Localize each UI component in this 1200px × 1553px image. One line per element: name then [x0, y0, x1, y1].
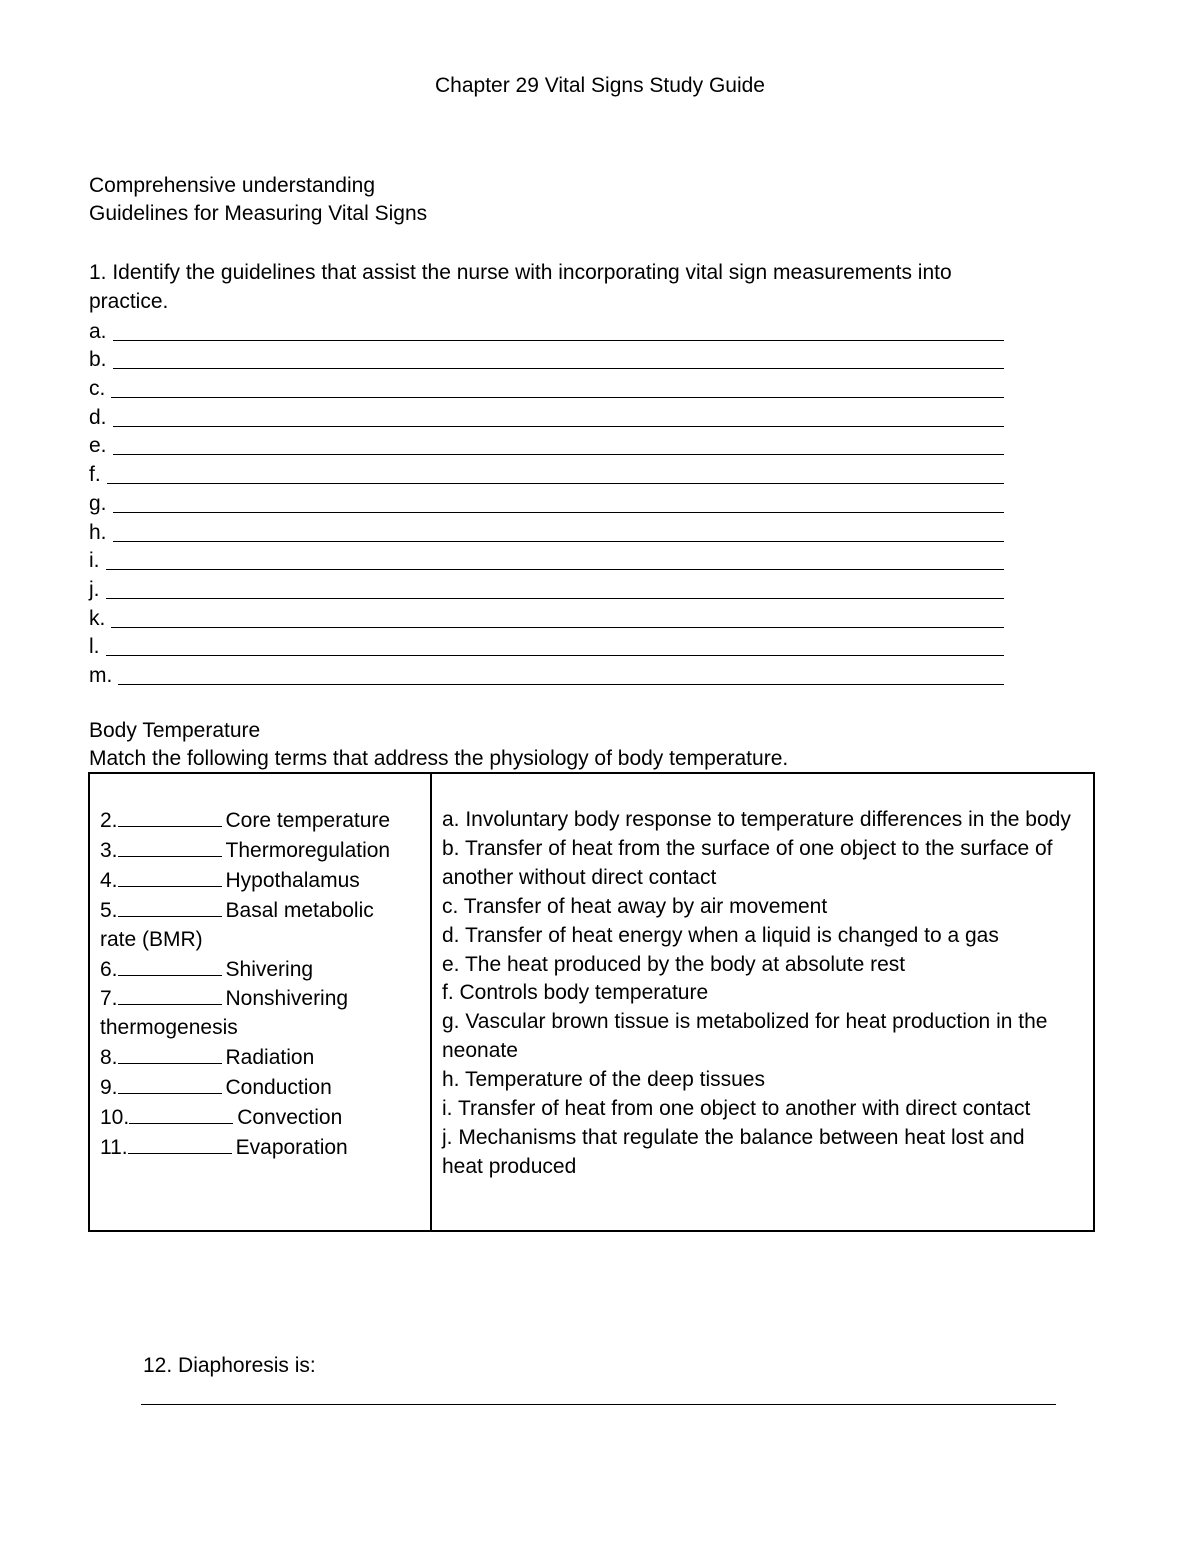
term-row — [100, 955, 430, 985]
term-row — [100, 1133, 430, 1163]
answer-line[interactable] — [89, 545, 1004, 574]
answer-line[interactable] — [89, 602, 1004, 631]
term-row-continued — [100, 926, 430, 955]
definition-line: g. Vascular brown tissue is metabolized for heat production in the — [442, 1010, 1048, 1034]
match-blank[interactable] — [118, 1073, 222, 1094]
answer-letter: c. — [89, 377, 106, 401]
terms-column — [90, 774, 432, 1230]
answer-line[interactable] — [89, 487, 1004, 516]
definition-line: d. Transfer of heat energy when a liquid is changed to a gas — [442, 923, 999, 947]
answer-letter: e. — [89, 434, 107, 458]
definitions-column — [432, 774, 1093, 1230]
term-label: thermogenesis — [100, 1016, 238, 1040]
definition-line: f. Controls body temperature — [442, 981, 709, 1005]
match-blank[interactable] — [118, 866, 222, 887]
answer-line[interactable] — [89, 573, 1004, 602]
question-12-answer-line[interactable] — [141, 1404, 1056, 1405]
matching-table — [88, 772, 1095, 1232]
term-label: Convection — [237, 1106, 343, 1130]
answer-letter: g. — [89, 491, 107, 515]
answer-rule[interactable] — [113, 435, 1004, 455]
term-row — [100, 1043, 430, 1073]
answer-rule[interactable] — [113, 522, 1004, 542]
term-label: Evaporation — [235, 1135, 348, 1159]
term-row — [100, 984, 430, 1014]
definition-line: neonate — [442, 1039, 518, 1063]
answer-letter: m. — [89, 663, 113, 687]
term-number: 5. — [100, 898, 118, 922]
answer-letter: l. — [89, 635, 100, 659]
answer-rule[interactable] — [113, 321, 1004, 341]
answer-line[interactable] — [89, 344, 1004, 373]
term-number: 11. — [100, 1135, 128, 1159]
answer-letter: h. — [89, 520, 107, 544]
section-heading-guidelines: Guidelines for Measuring Vital Signs — [89, 202, 428, 225]
term-number: 10. — [100, 1106, 130, 1130]
term-number: 8. — [100, 1046, 118, 1070]
term-number: 3. — [100, 838, 118, 862]
answer-line[interactable] — [89, 516, 1004, 545]
definition-line: b. Transfer of heat from the surface of one object to the surface of — [442, 836, 1053, 860]
section-heading-comprehensive: Comprehensive understanding — [89, 174, 376, 197]
term-row — [100, 1103, 430, 1133]
term-label: Conduction — [225, 1076, 332, 1100]
term-number: 7. — [100, 987, 118, 1011]
term-number: 4. — [100, 868, 118, 892]
answer-rule[interactable] — [113, 407, 1004, 427]
answer-letter: d. — [89, 405, 107, 429]
term-label: Radiation — [225, 1046, 315, 1070]
definition-line: h. Temperature of the deep tissues — [442, 1068, 765, 1092]
match-blank[interactable] — [118, 806, 222, 827]
term-row-continued — [100, 1014, 430, 1043]
question-1: 1. Identify the guidelines that assist the nurse with incorporating vital sign measurements into practice. — [89, 261, 952, 313]
term-number: 9. — [100, 1076, 118, 1100]
term-row — [100, 836, 430, 866]
answer-rule[interactable] — [113, 493, 1004, 513]
term-number: 2. — [100, 809, 118, 832]
answer-rule[interactable] — [106, 550, 1005, 570]
answer-letter: a. — [89, 319, 107, 343]
definition-line: e. The heat produced by the body at absolute rest — [442, 952, 906, 976]
answer-rule[interactable] — [106, 579, 1005, 599]
match-blank[interactable] — [118, 1043, 222, 1064]
question-12: 12. Diaphoresis is: — [143, 1354, 316, 1377]
term-label: Nonshivering — [225, 987, 349, 1011]
term-row — [100, 806, 430, 836]
answer-line[interactable] — [89, 372, 1004, 401]
match-blank[interactable] — [118, 896, 222, 917]
answer-letter: j. — [89, 577, 100, 601]
term-number: 6. — [100, 957, 118, 981]
answer-letter: k. — [89, 606, 106, 630]
match-blank[interactable] — [118, 984, 222, 1005]
term-label: Thermoregulation — [225, 838, 391, 862]
term-label: Core temperature — [225, 809, 391, 832]
answer-line[interactable] — [89, 430, 1004, 459]
answer-line[interactable] — [89, 631, 1004, 660]
term-row — [100, 866, 430, 896]
term-label: Hypothalamus — [225, 868, 360, 892]
match-blank[interactable] — [129, 1103, 233, 1124]
answer-letter: b. — [89, 348, 107, 372]
definition-line: c. Transfer of heat away by air movement — [442, 894, 828, 918]
answer-rule[interactable] — [106, 636, 1005, 656]
answer-rule[interactable] — [107, 464, 1004, 484]
answer-letter: i. — [89, 549, 100, 573]
answer-line[interactable] — [89, 315, 1004, 344]
answer-rule[interactable] — [113, 349, 1004, 369]
answer-letter: f. — [89, 463, 101, 487]
page-title: Chapter 29 Vital Signs Study Guide — [435, 74, 765, 97]
answer-rule[interactable] — [118, 665, 1004, 685]
answer-line[interactable] — [89, 659, 1004, 688]
definition-line: another without direct contact — [442, 865, 717, 889]
match-blank[interactable] — [118, 836, 222, 857]
term-label: Shivering — [225, 957, 314, 981]
definition-line: j. Mechanisms that regulate the balance between heat lost and — [442, 1125, 1025, 1149]
term-row — [100, 896, 430, 926]
answer-rule[interactable] — [111, 608, 1004, 628]
answer-blank-list — [89, 315, 1004, 688]
term-label: rate (BMR) — [100, 927, 203, 951]
match-blank[interactable] — [118, 955, 222, 976]
match-blank[interactable] — [128, 1133, 232, 1154]
matching-instruction: Match the following terms that address the physiology of body temperature. — [89, 747, 789, 770]
answer-line[interactable] — [89, 401, 1004, 430]
answer-line[interactable] — [89, 458, 1004, 487]
section-heading-body-temperature: Body Temperature — [89, 719, 261, 742]
definition-line: a. Involuntary body response to temperature differences in the body — [442, 808, 1071, 831]
term-label: Basal metabolic — [225, 898, 374, 922]
term-row — [100, 1073, 430, 1103]
definition-line: heat produced — [442, 1154, 577, 1178]
answer-rule[interactable] — [111, 378, 1004, 398]
definition-line: i. Transfer of heat from one object to another with direct contact — [442, 1097, 1031, 1121]
